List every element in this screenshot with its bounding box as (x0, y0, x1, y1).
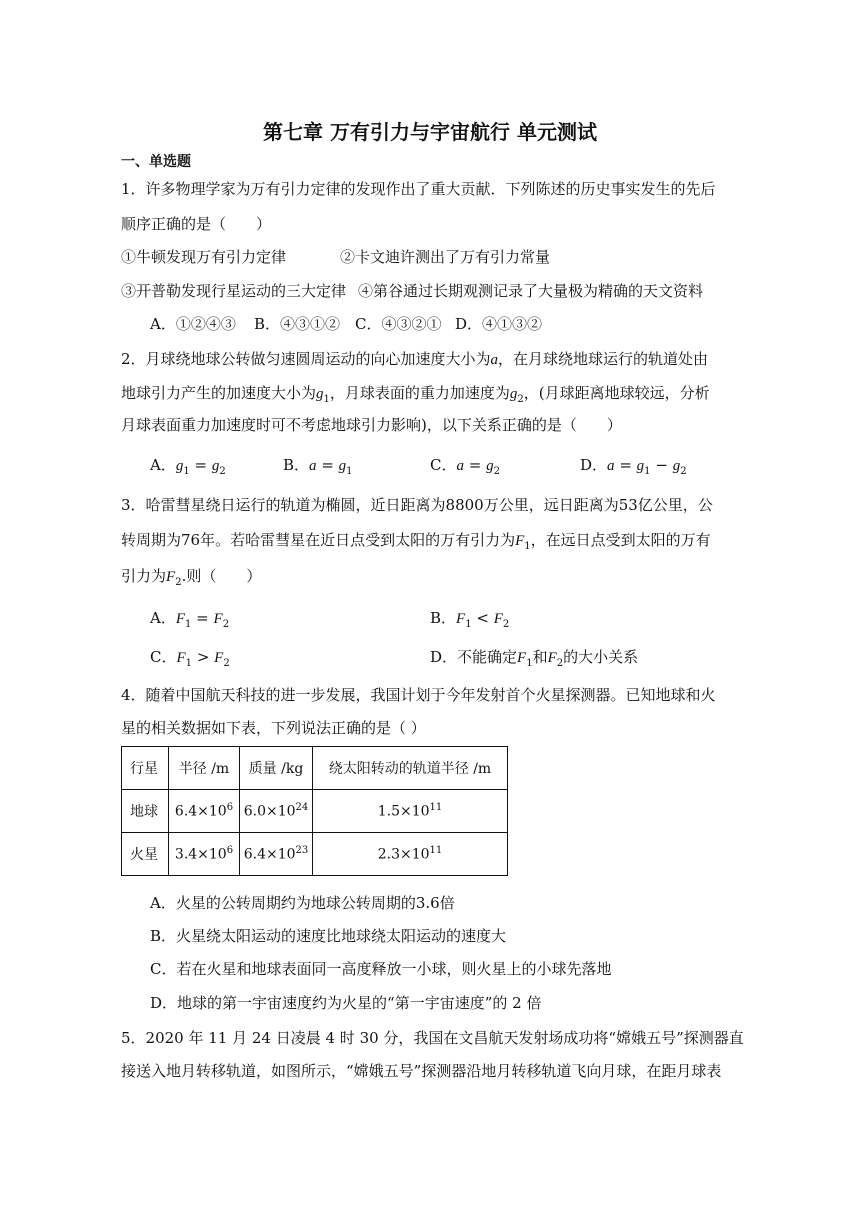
q2-option-c[interactable]: C．$a = g_2$ (430, 456, 500, 477)
cell-orbit-radius: $2.3\times 10^{11}$ (313, 833, 508, 876)
q4-option-b[interactable]: B．火星绕太阳运动的速度比地球绕太阳运动的速度大 (150, 927, 507, 945)
q1-item-1: ①牛顿发现万有引力定律 (121, 248, 287, 266)
q2-option-b[interactable]: B．$a = g_1$ (283, 456, 353, 477)
section-heading: 一、单选题 (121, 154, 191, 170)
header-mass: 质量 /kg (240, 747, 313, 790)
cell-planet: 火星 (122, 833, 169, 876)
q2-option-d[interactable]: D．$a = g_1 - g_2$ (580, 456, 687, 477)
q4-stem-line2: 星的相关数据如下表，下列说法正确的是（ ） (121, 719, 426, 737)
cell-radius: $3.4\times 10^6$ (169, 833, 240, 876)
q1-option-b[interactable]: B．④③①② (254, 315, 341, 333)
q1-option-c[interactable]: C．④③②① (355, 315, 442, 333)
q3-option-d[interactable]: D．不能确定$F_1$和$F_2$的大小关系 (430, 648, 639, 669)
cell-mass: $6.4\times 10^{23}$ (240, 833, 313, 876)
q2-stem-line2: 地球引力产生的加速度大小为$g_1$，月球表面的重力加速度为$g_2$，(月球距离地球较远，分析 (121, 384, 710, 405)
q3-stem-line3: 引力为$F_2$.则（ ） (121, 567, 262, 588)
q4-option-c[interactable]: C．若在火星和地球表面同一高度释放一小球，则火星上的小球先落地 (150, 960, 612, 978)
q5-stem-line1: 5．2020 年 11 月 24 日凌晨 4 时 30 分，我国在文昌航天发射场成功将“嫦娥五号”探测器直 (121, 1029, 744, 1047)
q3-stem-line2: 转周期为76年。若哈雷彗星在近日点受到太阳的万有引力为$F_1$，在远日点受到太阳的万有 (121, 531, 711, 552)
header-planet: 行星 (122, 747, 169, 790)
planet-data-table (121, 746, 508, 876)
table-row (122, 833, 508, 876)
q1-stem-line2: 顺序正确的是（ ） (121, 215, 272, 233)
cell-orbit-radius: $1.5\times 10^{11}$ (313, 790, 508, 833)
q2-option-a[interactable]: A．$g_1 = g_2$ (150, 456, 226, 477)
q2-stem-line1: 2．月球绕地球公转做匀速圆周运动的向心加速度大小为a，在月球绕地球运行的轨道处由 (121, 350, 709, 368)
header-radius: 半径 /m (169, 747, 240, 790)
q1-stem-line1: 1．许多物理学家为万有引力定律的发现作出了重大贡献．下列陈述的历史事实发生的先后 (121, 180, 716, 198)
q1-option-a[interactable]: A．①②④③ (150, 315, 236, 333)
cell-mass: $6.0\times 10^{24}$ (240, 790, 313, 833)
q3-option-c[interactable]: C．$F_1 > F_2$ (150, 648, 230, 669)
q4-option-d[interactable]: D．地球的第一宇宙速度约为火星的“第一宇宙速度”的 2 倍 (150, 994, 542, 1012)
q1-option-d[interactable]: D．④①③② (455, 315, 543, 333)
q2-stem-line3: 月球表面重力加速度时可不考虑地球引力影响)，以下关系正确的是（ ） (121, 416, 622, 434)
page-title: 第七章 万有引力与宇宙航行 单元测试 (263, 120, 597, 144)
q3-option-a[interactable]: A．$F_1 = F_2$ (150, 609, 230, 630)
table-header-row (122, 747, 508, 790)
q3-stem-line1: 3．哈雷彗星绕日运行的轨道为椭圆，近日距离为8800万公里，远日距离为53亿公里，公 (121, 496, 713, 514)
header-orbit-radius: 绕太阳转动的轨道半径 /m (313, 747, 508, 790)
q5-stem-line2: 接送入地月转移轨道，如图所示，“嫦娥五号”探测器沿地月转移轨道飞向月球，在距月球表 (121, 1062, 722, 1080)
q1-item-4: ④第谷通过长期观测记录了大量极为精确的天文资料 (358, 282, 704, 300)
q1-item-2: ②卡文迪许测出了万有引力常量 (340, 248, 551, 266)
q4-stem-line1: 4．随着中国航天科技的进一步发展，我国计划于今年发射首个火星探测器。已知地球和火 (121, 686, 716, 704)
cell-radius: $6.4\times 10^6$ (169, 790, 240, 833)
q4-option-a[interactable]: A．火星的公转周期约为地球公转周期的3.6倍 (150, 894, 455, 912)
table-row (122, 790, 508, 833)
cell-planet: 地球 (122, 790, 169, 833)
q1-item-3: ③开普勒发现行星运动的三大定律 (121, 282, 347, 300)
q3-option-b[interactable]: B．$F_1 < F_2$ (430, 609, 510, 630)
